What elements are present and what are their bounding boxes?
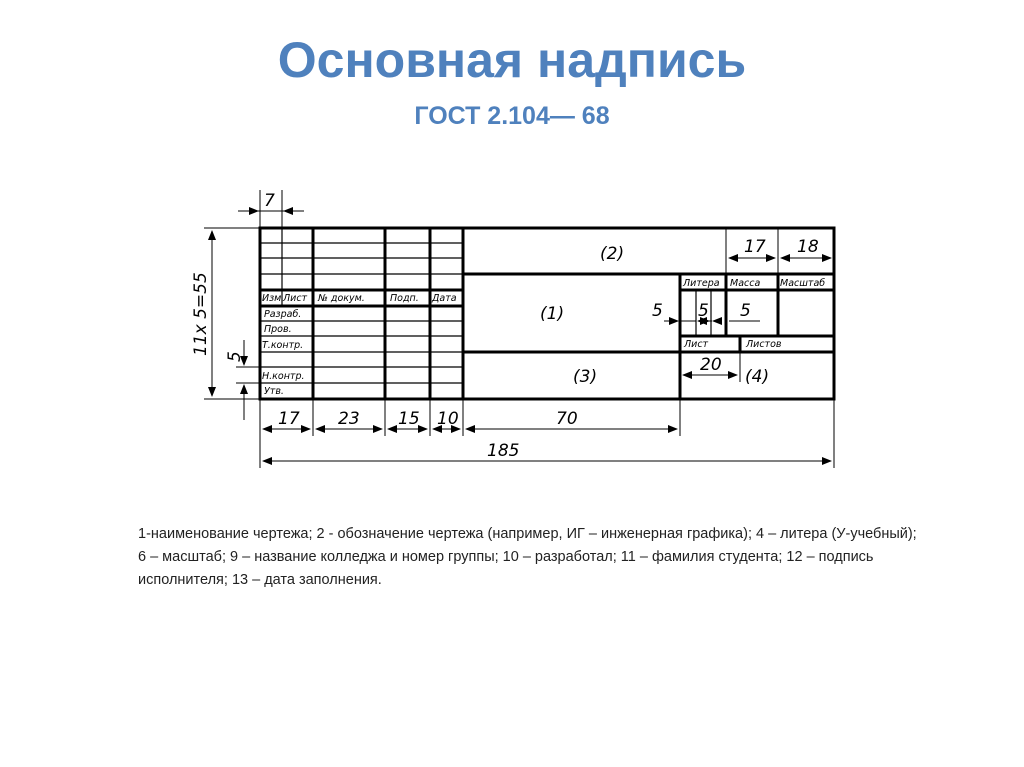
svg-text:70: 70 (556, 409, 578, 429)
dim-litera-widths (726, 228, 831, 274)
row-prov: Пров. (264, 324, 292, 335)
right-list: Лист (684, 339, 709, 350)
slide-subtitle: ГОСТ 2.104— 68 (414, 102, 610, 130)
svg-text:185: 185 (487, 441, 520, 461)
svg-text:23: 23 (338, 409, 360, 429)
svg-text:18: 18 (797, 237, 819, 257)
dim-height-55 (191, 228, 260, 399)
svg-text:17: 17 (744, 237, 766, 257)
row-nkontr: Н.контр. (262, 371, 305, 382)
svg-text:5: 5 (698, 301, 709, 321)
header-sign: Подп. (390, 293, 419, 304)
svg-text:20: 20 (700, 355, 722, 375)
dim-inner-5 (652, 301, 760, 321)
zone-4: (4) (745, 367, 770, 387)
svg-text:15: 15 (398, 409, 420, 429)
header-date: Дата (432, 293, 457, 304)
header-list: Лист (283, 293, 308, 304)
svg-text:5: 5 (740, 301, 751, 321)
svg-text:17: 17 (278, 409, 300, 429)
right-listov: Листов (746, 339, 782, 350)
zone-1: (1) (540, 304, 565, 324)
row-razrab: Разраб. (264, 309, 302, 320)
svg-text:5: 5 (652, 301, 663, 321)
dim-bottom-widths (260, 399, 834, 468)
right-massa: Масса (730, 278, 761, 289)
slide-title: Основная надпись (277, 32, 747, 88)
dim-20 (683, 352, 740, 382)
header-doc: № докум. (318, 293, 365, 304)
dim-row-5 (225, 340, 260, 420)
zone-2: (2) (600, 244, 625, 264)
header-izm: Изм (262, 293, 282, 304)
dim-top-7 (238, 190, 304, 228)
svg-text:7: 7 (264, 191, 275, 211)
row-utv: Утв. (264, 386, 284, 397)
zone-3: (3) (573, 367, 598, 387)
svg-text:11x 5=55: 11x 5=55 (191, 272, 211, 356)
svg-text:5: 5 (225, 351, 245, 362)
row-tkontr: Т.контр. (262, 340, 304, 351)
legend-caption: 1-наименование чертежа; 2 - обозначение чертежа (например, ИГ – инженерная графика); 4 – литера (У-учебный); 6 – масштаб; 9 – название колледжа и номер группы; 10 – разработал; 11 – фамилия студента; 12 – подпись исполнителя; 13 – дата заполнения. (138, 526, 917, 588)
svg-text:10: 10 (437, 409, 459, 429)
right-litera: Литера (683, 278, 720, 289)
right-masshtab: Масштаб (780, 278, 826, 289)
